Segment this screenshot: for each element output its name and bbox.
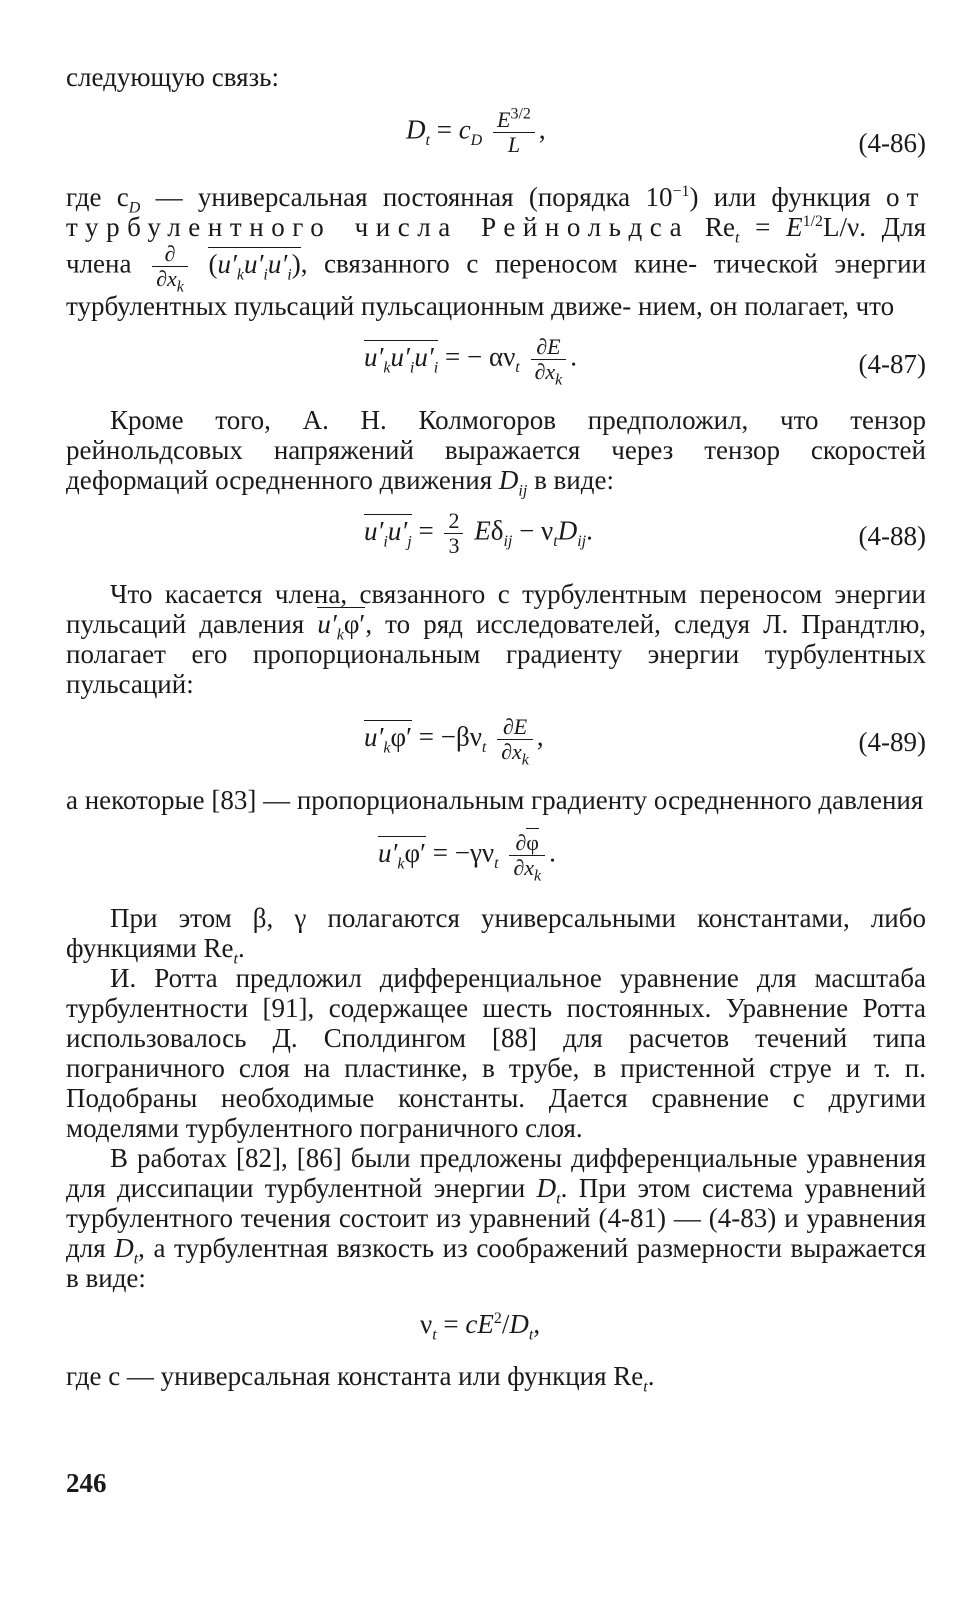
equation-4-88-number: (4-88)	[858, 521, 926, 551]
text-reynolds: от турбулентного числа Рейнольдса	[66, 182, 927, 242]
paragraph-pressure: Что касается члена, связанного с турбулентным переносом энергии пульсаций давления $u'_k\varphi'$, то ряд исследователей, следуя Л. Прандтлю, полагает его пропорциональным градиенту энергии турбулентных пульсаций:	[66, 579, 927, 699]
paragraph-kolmogorov: Кроме того, А. Н. Колмогоров предположил, что тензор рейнольдсовых напряжений выражается через тензор скоростей деформаций осредненного движения $D_{ij}$ в виде:	[66, 405, 926, 500]
equation-4-89-number: (4-89)	[858, 727, 926, 757]
equation-4-87	[66, 323, 926, 395]
equation-4-87-expr: $u'_ku'_iu'_i$ = − $\alpha\nu_t$ $\frac{\partial E}{\partial x_k}$ .	[364, 334, 577, 389]
text-prandtl: , то ряд исследователей, следуя Л. Прандтлю, полагает его пропорциональным градиенту энергии турбулентных пульсаций:	[66, 609, 927, 699]
text-kolmogorov-end: в виде:	[534, 465, 614, 495]
equation-viscosity	[66, 1295, 926, 1351]
text-assumes: нием, он полагает, что	[638, 291, 895, 321]
paragraph-final: где c — универсальная константа или функция $Re_t$.	[66, 1361, 655, 1396]
paragraph-rotta	[66, 963, 926, 1143]
page-number: 246	[66, 1468, 107, 1498]
text-member: L/ν. Для члена	[66, 212, 926, 279]
equation-4-87-number: (4-87)	[858, 349, 926, 379]
text-cd-rest2: ) или функция	[689, 182, 871, 212]
text-cd-rest: — универсальная постоянная (порядка 10	[155, 182, 673, 212]
text-final: где c — универсальная константа или функция	[66, 1361, 607, 1391]
equation-4-86-number: (4-86)	[858, 128, 926, 158]
equation-4-86-expr: $D_t = c_D$ $\frac{E^{3/2}}{L}$ ,	[406, 105, 546, 157]
text-dissipation-b: . При этом система уравнений турбулентного течения состоит из уравнений (4-81) — (4-83) и уравнения для	[66, 1173, 927, 1263]
text-intro: следующую связь:	[66, 62, 279, 92]
text-constants: При этом β, γ полагаются универсальными константами, либо функциями	[66, 903, 926, 963]
equation-4-89	[66, 701, 926, 775]
paragraph-intro	[66, 62, 926, 92]
equation-4-89-expr: $u'_k\varphi' = -\beta\nu_t$ $\frac{\partial E}{\partial x_k}$ ,	[364, 714, 544, 769]
text-rotta: И. Ротта предложил дифференциальное уравнение для масштаба турбулентности [91], содержащее шесть постоянных. Уравнение Ротта использовалось Д. Сполдингом [88] для расчетов течений типа пограничного слоя на пластинке, в трубе, в пристенной струе и т. п. Подобраны необходимые константы. Дается сравнение с другими моделями турбулентного пограничного слоя.	[66, 963, 926, 1143]
equation-4-86	[66, 94, 926, 172]
text-kolmogorov: Кроме того, А. Н. Колмогоров предположил, что тензор рейнольдсовых напряжений выражается через тензор скоростей деформаций осредненного движения	[66, 405, 926, 495]
text-mean-pressure: а некоторые [83] — пропорциональным градиенту осредненного давления	[66, 785, 924, 815]
paragraph-mean-pressure	[66, 785, 926, 815]
paragraph-constants: При этом β, γ полагаются универсальными константами, либо функциями $Re_t$.	[66, 903, 926, 968]
text-kinetic: тической энергии турбулентных пульсаций пульсационным движе-	[66, 248, 927, 321]
equation-4-88-expr: $u'_iu'_j$ = $\frac{2}{3}$ $E\delta_{ij} - \nu_tD_{ij}$.	[364, 508, 593, 558]
text-pressure: Что касается члена, связанного с турбулентным переносом энергии пульсаций давления	[66, 579, 926, 639]
page-body	[66, 62, 927, 1396]
text-cd-start: где c	[66, 182, 129, 212]
equation-viscosity-expr: $\nu_t = cE^2/D_t$,	[420, 1309, 541, 1344]
text-dissipation-a: В работах [82], [86] были предложены дифференциальные уравнения для диссипации турбулентной энергии	[66, 1143, 926, 1203]
text-dissipation-c: , а турбулентная вязкость из соображений размерности выражается в виде:	[66, 1233, 926, 1293]
equation-gamma	[66, 817, 926, 893]
text-member-end: , связанного с переносом кине-	[300, 248, 698, 279]
equation-4-88	[66, 497, 926, 569]
paragraph-cd: где $c_D$ — универсальная постоянная (порядка $10^{-1}$) или функция от турбулентного числа Рейнольдса $Re_t = E^{1/2}L/\nu$. Для члена $\frac{\partial}{\partial x_k}$ $(u'_ku'_iu'_i)$, связанного с переносом кине- тической энергии турбулентных пульсаций пульсационным движе- нием, он полагает, что	[66, 182, 927, 321]
equation-gamma-expr: $u'_k\varphi' = -\gamma\nu_t$ $\frac{\partial\varphi}{\partial x_k}$ .	[378, 830, 556, 885]
paragraph-dissipation: В работах [82], [86] были предложены дифференциальные уравнения для диссипации турбулентной энергии $D_t$. При этом система уравнений турбулентного течения состоит из уравнений (4-81) — (4-83) и уравнения для $D_t$, а турбулентная вязкость из соображений размерности выражается в виде:	[66, 1143, 927, 1293]
